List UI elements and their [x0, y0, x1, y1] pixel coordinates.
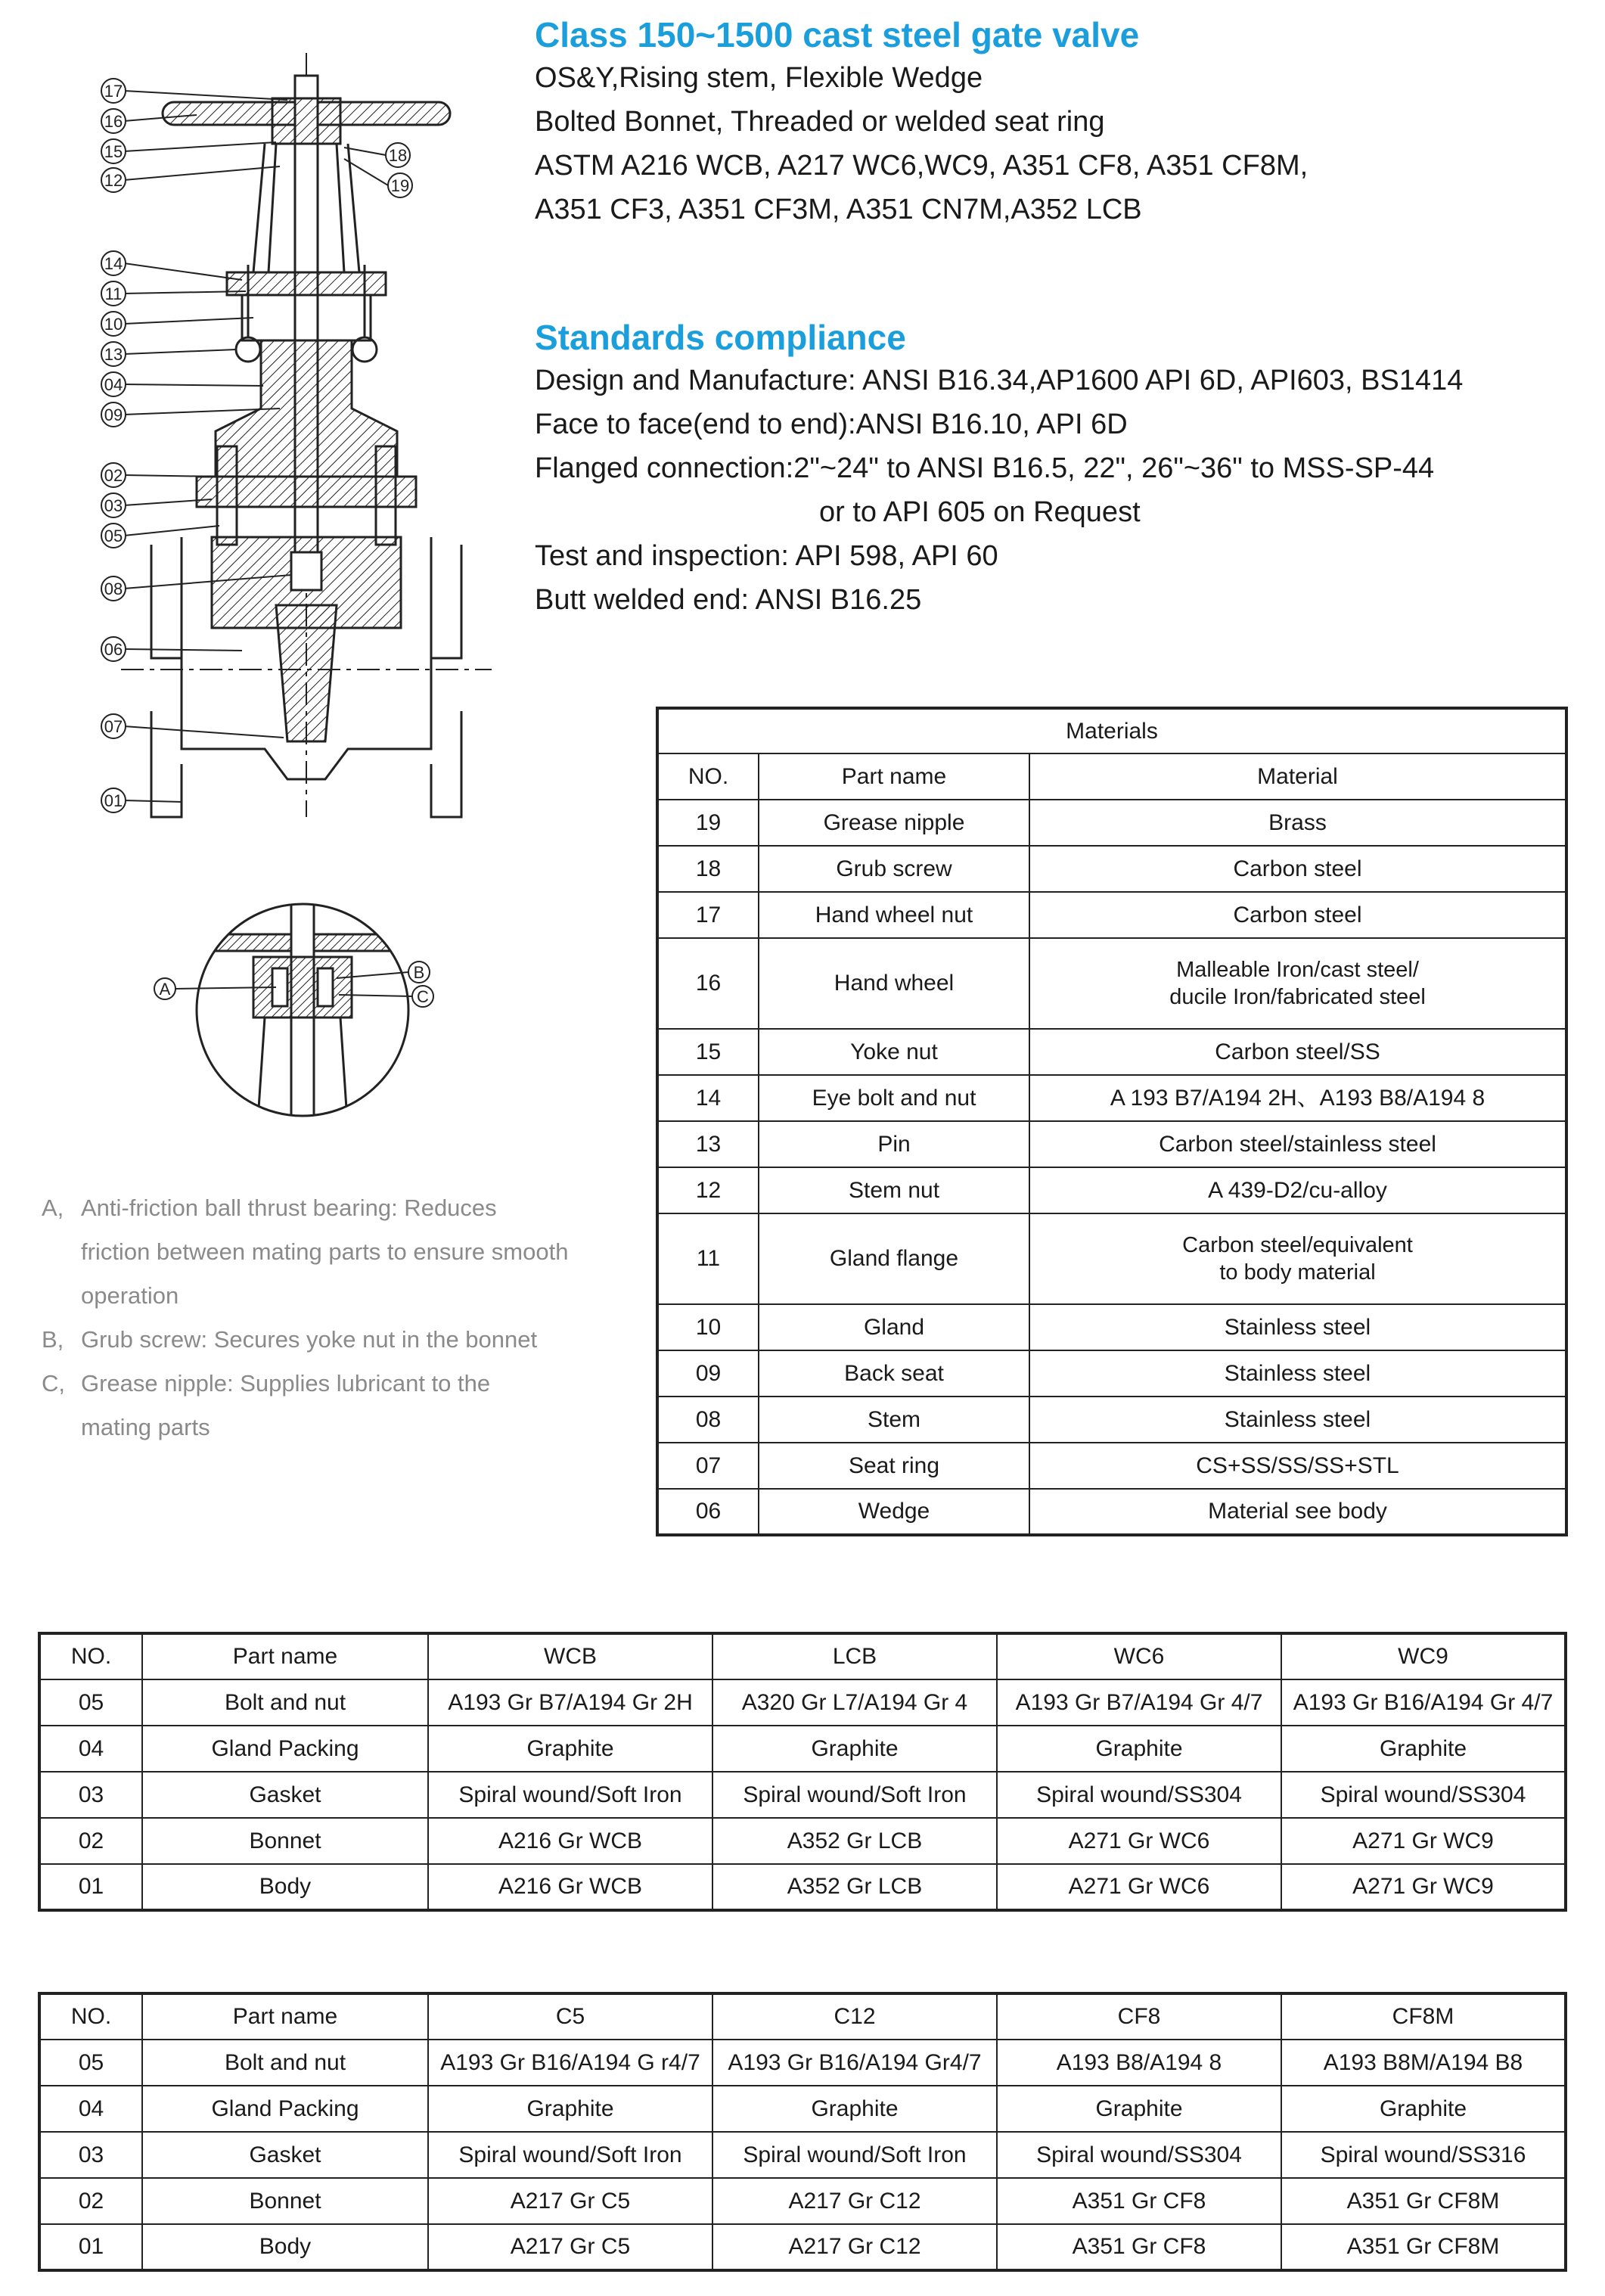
callout-09: [101, 402, 126, 427]
header-no: NO.: [657, 753, 759, 800]
table-row: 01 Body A216 Gr WCB A352 Gr LCB A271 Gr WC6 A271 Gr WC9: [39, 1864, 1566, 1910]
svg-text:B: B: [413, 963, 425, 982]
table-row: 04 Gland Packing Graphite Graphite Graphite Graphite: [39, 2086, 1566, 2132]
callout-14: [101, 251, 126, 275]
table-row: 03 Gasket Spiral wound/Soft Iron Spiral wound/Soft Iron Spiral wound/SS304 Spiral wound/SS304: [39, 1772, 1566, 1818]
materials-table: [656, 707, 1568, 1536]
spec-line: Bolted Bonnet, Threaded or welded seat ring: [535, 106, 1105, 138]
svg-text:09: 09: [104, 405, 123, 424]
svg-text:18: 18: [388, 146, 408, 165]
callout-03: [101, 493, 126, 517]
table-row: 12 Stem nut A 439-D2/cu-alloy: [657, 1167, 1566, 1213]
callout-18: [386, 143, 410, 167]
standards-line: Design and Manufacture: ANSI B16.34,AP1600 API 6D, API603, BS1414: [535, 365, 1464, 396]
callout-15: [101, 139, 126, 163]
note-a-line: friction between mating parts to ensure smooth: [81, 1238, 569, 1265]
callout-17: [101, 79, 126, 103]
table-row: 03 Gasket Spiral wound/Soft Iron Spiral wound/Soft Iron Spiral wound/SS304 Spiral wound/SS316: [39, 2132, 1566, 2178]
note-a: A, Anti-friction ball thrust bearing: Reduces: [42, 1195, 497, 1221]
header-lcb: LCB: [712, 1633, 997, 1679]
note-b: B, Grub screw: Secures yoke nut in the bonnet: [42, 1326, 538, 1353]
spec-line: ASTM A216 WCB, A217 WC6,WC9, A351 CF8, A351 CF8M,: [535, 150, 1309, 182]
svg-text:14: 14: [104, 254, 123, 273]
header-wcb: WCB: [428, 1633, 712, 1679]
standards-line: Butt welded end: ANSI B16.25: [535, 584, 922, 616]
body-materials-table-c5: [38, 1992, 1567, 2272]
table-row: 19 Grease nipple Brass: [657, 800, 1566, 846]
product-header: [535, 14, 1586, 231]
svg-text:19: 19: [390, 176, 410, 195]
svg-text:08: 08: [104, 579, 123, 598]
table-row: 18 Grub screw Carbon steel: [657, 846, 1566, 892]
header-part-name: Part name: [142, 1633, 428, 1679]
table-row: 08 Stem Stainless steel: [657, 1397, 1566, 1443]
table-row: 15 Yoke nut Carbon steel/SS: [657, 1029, 1566, 1075]
standards-line: Face to face(end to end):ANSI B16.10, API 6D: [535, 409, 1128, 440]
header-wc6: WC6: [997, 1633, 1281, 1679]
callout-11: [101, 281, 126, 306]
note-a-line: operation: [81, 1282, 179, 1309]
header-part-name: Part name: [142, 1993, 428, 2040]
table-row: 16 Hand wheel Malleable Iron/cast steel/ ducile Iron/fabricated steel: [657, 938, 1566, 1029]
callout-02: [101, 463, 126, 487]
table-row: 02 Bonnet A217 Gr C5 A217 Gr C12 A351 Gr CF8 A351 Gr CF8M: [39, 2178, 1566, 2224]
svg-text:16: 16: [104, 112, 123, 131]
header-no: NO.: [39, 1633, 142, 1679]
svg-text:11: 11: [104, 284, 123, 303]
header-no: NO.: [39, 1993, 142, 2040]
table-row: 17 Hand wheel nut Carbon steel: [657, 892, 1566, 938]
header-material: Material: [1029, 753, 1566, 800]
bearing-detail-diagram: [151, 889, 454, 1139]
callout-16: [101, 109, 126, 133]
note-c-line: mating parts: [81, 1414, 210, 1440]
table-row: 06 Wedge Material see body: [657, 1489, 1566, 1535]
svg-text:06: 06: [104, 640, 123, 659]
svg-text:15: 15: [104, 142, 123, 161]
callout-19: [388, 173, 412, 197]
standards-line: or to API 605 on Request: [819, 496, 1141, 528]
svg-text:01: 01: [104, 791, 123, 810]
callout-13: [101, 342, 126, 366]
header-c12: C12: [712, 1993, 997, 2040]
callout-05: [101, 524, 126, 548]
detail-callout-c: [412, 986, 433, 1007]
table-row: 10 Gland Stainless steel: [657, 1304, 1566, 1350]
standards-line: Flanged connection:2"~24" to ANSI B16.5, 22", 26"~36" to MSS-SP-44: [535, 452, 1435, 484]
product-title: Class 150~1500 cast steel gate valve: [535, 15, 1140, 54]
svg-text:03: 03: [104, 496, 123, 515]
header-part-name: Part name: [759, 753, 1029, 800]
feature-notes: [42, 1186, 647, 1449]
header-cf8: CF8: [997, 1993, 1281, 2040]
svg-text:13: 13: [104, 345, 123, 364]
note-c: C, Grease nipple: Supplies lubricant to the: [42, 1370, 491, 1397]
detail-callout-a: [154, 978, 175, 999]
table-row: 11 Gland flange Carbon steel/equivalent to body material: [657, 1213, 1566, 1304]
spec-line: A351 CF3, A351 CF3M, A351 CN7M,A352 LCB: [535, 194, 1142, 225]
body-materials-table-wcb: [38, 1632, 1567, 1912]
svg-text:02: 02: [104, 466, 123, 485]
standards-section: [535, 316, 1594, 622]
callout-08: [101, 576, 126, 601]
svg-text:A: A: [159, 980, 171, 999]
svg-text:C: C: [417, 987, 429, 1006]
valve-section-diagram: [91, 53, 499, 825]
svg-text:07: 07: [104, 717, 123, 736]
table-row: 05 Bolt and nut A193 Gr B7/A194 Gr 2H A320 Gr L7/A194 Gr 4 A193 Gr B7/A194 Gr 4/7 A193 Gr B16/A194 Gr 4/7: [39, 1679, 1566, 1726]
header-cf8m: CF8M: [1281, 1993, 1566, 2040]
table-row: 01 Body A217 Gr C5 A217 Gr C12 A351 Gr CF8 A351 Gr CF8M: [39, 2224, 1566, 2270]
callout-12: [101, 168, 126, 192]
table-row: 05 Bolt and nut A193 Gr B16/A194 G r4/7 A193 Gr B16/A194 Gr4/7 A193 B8/A194 8 A193 B8M/A194 B8: [39, 2040, 1566, 2086]
table-row: 02 Bonnet A216 Gr WCB A352 Gr LCB A271 Gr WC6 A271 Gr WC9: [39, 1818, 1566, 1864]
table-row: 09 Back seat Stainless steel: [657, 1350, 1566, 1397]
standards-line: Test and inspection: API 598, API 60: [535, 540, 998, 572]
svg-text:04: 04: [104, 375, 123, 394]
header-c5: C5: [428, 1993, 712, 2040]
callout-04: [101, 372, 126, 396]
svg-text:17: 17: [104, 82, 123, 101]
spec-line: OS&Y,Rising stem, Flexible Wedge: [535, 62, 983, 94]
svg-text:10: 10: [104, 315, 123, 334]
materials-caption: Materials: [657, 708, 1566, 753]
callout-07: [101, 714, 126, 738]
callout-06: [101, 637, 126, 661]
table-row: 13 Pin Carbon steel/stainless steel: [657, 1121, 1566, 1167]
standards-title: Standards compliance: [535, 318, 906, 357]
detail-callout-b: [408, 962, 430, 983]
svg-text:05: 05: [104, 527, 123, 545]
callout-01: [101, 788, 126, 812]
callout-10: [101, 312, 126, 336]
table-row: 04 Gland Packing Graphite Graphite Graphite Graphite: [39, 1726, 1566, 1772]
table-row: 07 Seat ring CS+SS/SS/SS+STL: [657, 1443, 1566, 1489]
svg-text:12: 12: [104, 171, 123, 190]
header-wc9: WC9: [1281, 1633, 1566, 1679]
table-row: 14 Eye bolt and nut A 193 B7/A194 2H、A193 B8/A194 8: [657, 1075, 1566, 1121]
